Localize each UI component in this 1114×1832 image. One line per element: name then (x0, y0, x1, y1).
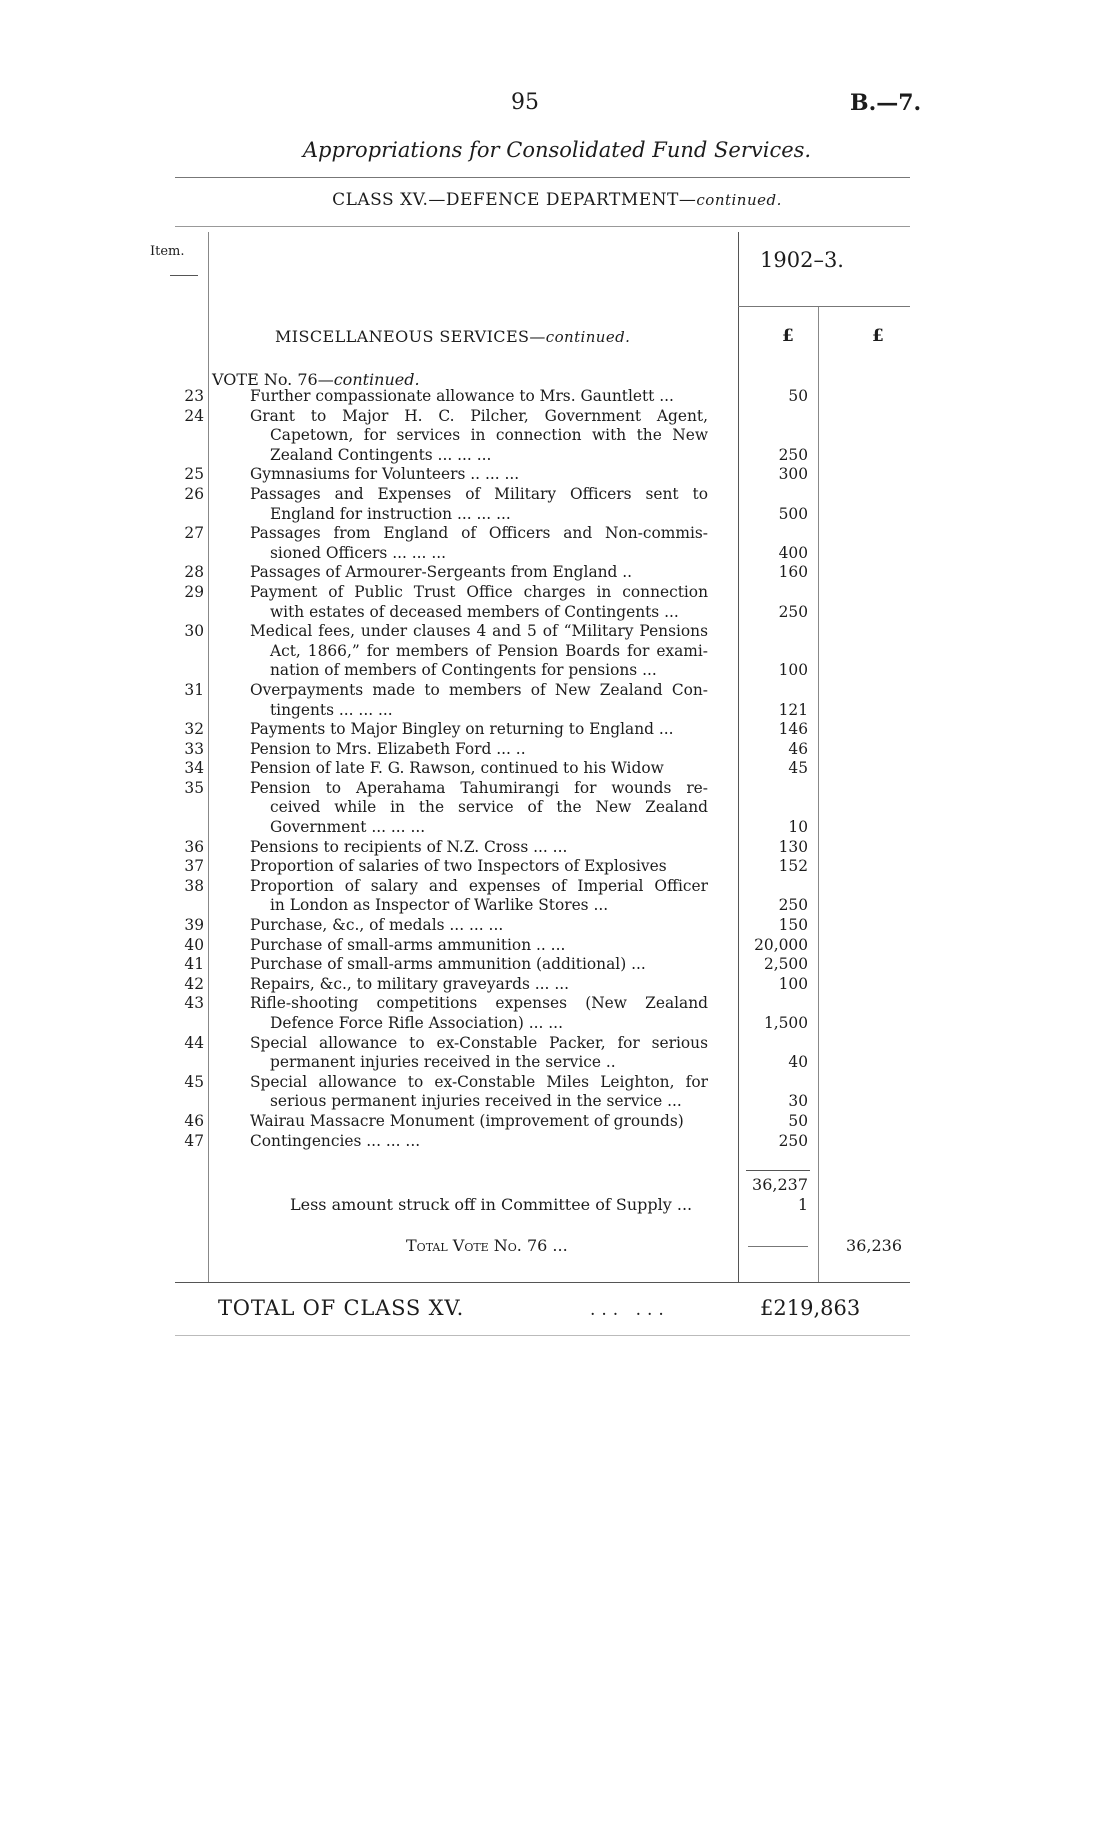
item-number: 26 (184, 484, 204, 503)
table-row (0, 740, 1114, 760)
table-row (0, 1053, 1114, 1073)
less-amount-label: Less amount struck off in Committee of Supply ... (290, 1195, 693, 1214)
table-row (0, 759, 1114, 779)
item-number: 23 (184, 387, 204, 405)
pound-sign-column-2: £ (872, 326, 884, 346)
item-amount: 121 (778, 700, 808, 719)
table-row (0, 681, 1114, 701)
item-description: Passages from England of Officers and Non-commis- (250, 524, 708, 543)
item-amount: 40 (788, 1053, 808, 1072)
item-description: Pension of late F. G. Rawson, continued to his Widow (250, 759, 664, 778)
table-row (0, 955, 1114, 975)
total-class-leaders: ... ... (590, 1300, 670, 1320)
table-row (0, 857, 1114, 877)
table-row (0, 1073, 1114, 1093)
subtotal-amount: 36,237 (752, 1175, 808, 1194)
line-items (0, 387, 1114, 1151)
table-row (0, 603, 1114, 623)
item-amount: 50 (788, 387, 808, 405)
table-row (0, 896, 1114, 916)
item-description: Purchase, &c., of medals ... ... ... (250, 916, 504, 935)
table-row (0, 720, 1114, 740)
item-description: Medical fees, under clauses 4 and 5 of “Military Pensions (250, 622, 708, 641)
vote-label: VOTE No. 76— (212, 370, 334, 389)
total-vote-amount: 36,236 (846, 1236, 902, 1255)
table-row (0, 975, 1114, 995)
title-rule (175, 177, 910, 178)
year-heading: 1902–3. (760, 248, 844, 272)
item-amount: 250 (778, 445, 808, 464)
item-number: 35 (184, 778, 204, 797)
item-number: 25 (184, 465, 204, 484)
table-row (0, 387, 1114, 407)
item-header-underline (170, 275, 198, 276)
table-row (0, 936, 1114, 956)
item-number: 46 (184, 1111, 204, 1130)
item-description: Zealand Contingents ... ... ... (270, 445, 492, 464)
item-amount: 10 (788, 818, 808, 837)
item-description: serious permanent injuries received in the service ... (270, 1092, 682, 1111)
table-row (0, 701, 1114, 721)
table-row (0, 838, 1114, 858)
table-row (0, 407, 1114, 427)
item-description: Gymnasiums for Volunteers .. ... ... (250, 465, 520, 484)
item-amount: 30 (788, 1092, 808, 1111)
item-amount: 250 (778, 896, 808, 915)
vote-continued: continued. (333, 370, 420, 389)
item-description: Passages of Armourer-Sergeants from England .. (250, 563, 633, 582)
item-description: ceived while in the service of the New Zealand (270, 798, 708, 817)
total-class-label: TOTAL OF CLASS XV. (218, 1296, 465, 1320)
item-number: 38 (184, 876, 204, 895)
item-number: 39 (184, 916, 204, 935)
item-number: 34 (184, 759, 204, 778)
section-title-continued: continued. (545, 328, 631, 346)
item-description: Payments to Major Bingley on returning to England ... (250, 720, 674, 739)
item-number: 24 (184, 406, 204, 425)
total-class-amount: £219,863 (760, 1296, 861, 1320)
item-number: 36 (184, 837, 204, 856)
item-number: 37 (184, 857, 204, 876)
class-heading-continued: continued. (696, 191, 782, 209)
item-description: Overpayments made to members of New Zealand Con- (250, 680, 708, 699)
table-bottom-rule (175, 1282, 910, 1283)
item-amount: 250 (778, 602, 808, 621)
item-amount: 160 (778, 563, 808, 582)
item-description: Rifle-shooting competitions expenses (New Zealand (250, 994, 708, 1013)
item-description: tingents ... ... ... (270, 700, 393, 719)
item-number: 42 (184, 974, 204, 993)
item-amount: 100 (778, 974, 808, 993)
item-description: Contingencies ... ... ... (250, 1131, 421, 1150)
subtotal-rule (746, 1170, 810, 1171)
item-description: Repairs, &c., to military graveyards ... ... (250, 974, 569, 993)
table-row (0, 446, 1114, 466)
item-amount: 1,500 (763, 1014, 808, 1032)
item-description: with estates of deceased members of Contingents ... (270, 602, 679, 621)
table-row (0, 426, 1114, 446)
item-amount: 152 (778, 857, 808, 876)
table-row (0, 1034, 1114, 1054)
item-number: 40 (184, 935, 204, 954)
item-column-header: Item. (150, 244, 185, 259)
section-title (275, 327, 630, 346)
item-number: 44 (184, 1033, 204, 1052)
table-row (0, 1014, 1114, 1034)
table-row (0, 524, 1114, 544)
table-top-rule (175, 226, 910, 227)
item-description: Special allowance to ex-Constable Packer, for serious (250, 1033, 708, 1052)
item-description: Defence Force Rifle Association) ... ... (270, 1014, 563, 1032)
item-description: sioned Officers ... ... ... (270, 543, 447, 562)
item-description: Purchase of small-arms ammunition (additional) ... (250, 955, 646, 974)
less-amount-value: 1 (797, 1195, 808, 1214)
table-row (0, 642, 1114, 662)
table-row (0, 916, 1114, 936)
item-description: Pension to Mrs. Elizabeth Ford ... .. (250, 739, 526, 758)
item-number: 30 (184, 622, 204, 641)
item-number: 47 (184, 1131, 204, 1150)
table-row (0, 583, 1114, 603)
table-row (0, 818, 1114, 838)
table-row (0, 465, 1114, 485)
item-number: 33 (184, 739, 204, 758)
table-row (0, 798, 1114, 818)
item-description: in London as Inspector of Warlike Stores ... (270, 896, 609, 915)
table-row (0, 994, 1114, 1014)
section-title-text: MISCELLANEOUS SERVICES— (275, 327, 546, 346)
item-description: permanent injuries received in the service .. (270, 1053, 616, 1072)
item-amount: 250 (778, 1131, 808, 1150)
item-amount: 46 (788, 739, 808, 758)
item-amount: 100 (778, 661, 808, 680)
item-amount: 300 (778, 465, 808, 484)
item-amount: 45 (788, 759, 808, 778)
table-row (0, 661, 1114, 681)
item-amount: 150 (778, 916, 808, 935)
class-heading (0, 190, 1114, 210)
item-amount: 130 (778, 837, 808, 856)
item-amount: 146 (778, 720, 808, 739)
table-row (0, 622, 1114, 642)
table-row (0, 485, 1114, 505)
page-number: 95 (511, 90, 539, 115)
item-number: 29 (184, 582, 204, 601)
item-number: 41 (184, 955, 204, 974)
table-row (0, 505, 1114, 525)
item-description: Proportion of salary and expenses of Imperial Officer (250, 876, 708, 895)
item-amount: 50 (788, 1111, 808, 1130)
item-description: Government ... ... ... (270, 818, 426, 837)
item-description: Purchase of small-arms ammunition .. ... (250, 935, 566, 954)
item-description: Capetown, for services in connection with the New (270, 426, 708, 445)
item-description: England for instruction ... ... ... (270, 504, 511, 523)
item-description: Special allowance to ex-Constable Miles Leighton, for (250, 1072, 708, 1091)
total-vote-label: Total Vote No. 76 ... (406, 1236, 568, 1255)
item-number: 31 (184, 680, 204, 699)
table-row (0, 779, 1114, 799)
document-reference: B.—7. (850, 90, 922, 116)
item-description: Proportion of salaries of two Inspectors of Explosives (250, 857, 667, 876)
table-row (0, 544, 1114, 564)
item-description: Payment of Public Trust Office charges in connection (250, 582, 708, 601)
item-amount: 500 (778, 504, 808, 523)
item-amount: 2,500 (763, 955, 808, 974)
item-number: 27 (184, 524, 204, 543)
item-description: Wairau Massacre Monument (improvement of grounds) (250, 1111, 684, 1130)
item-number: 43 (184, 994, 204, 1013)
class-heading-text: CLASS XV.—DEFENCE DEPARTMENT— (332, 190, 697, 210)
item-description: Passages and Expenses of Military Officers sent to (250, 484, 708, 503)
item-description: Pension to Aperahama Tahumirangi for wounds re- (250, 778, 708, 797)
table-row (0, 563, 1114, 583)
item-number: 45 (184, 1072, 204, 1091)
item-description: Further compassionate allowance to Mrs. Gauntlett ... (250, 387, 674, 405)
page-title: Appropriations for Consolidated Fund Services. (302, 138, 812, 162)
item-number: 32 (184, 720, 204, 739)
item-amount: 20,000 (754, 935, 808, 954)
total-vote-rule (748, 1246, 808, 1247)
item-amount: 400 (778, 543, 808, 562)
pound-sign-column-1: £ (782, 326, 794, 346)
item-description: nation of members of Contingents for pensions ... (270, 661, 657, 680)
item-description: Act, 1866,” for members of Pension Boards for exami- (270, 641, 708, 660)
table-row (0, 1092, 1114, 1112)
item-description: Pensions to recipients of N.Z. Cross ... ... (250, 837, 568, 856)
year-rule (738, 306, 910, 307)
item-description: Grant to Major H. C. Pilcher, Government Agent, (250, 406, 708, 425)
table-row (0, 1132, 1114, 1152)
item-number: 28 (184, 563, 204, 582)
footer-rule (175, 1335, 910, 1336)
table-row (0, 877, 1114, 897)
table-row (0, 1112, 1114, 1132)
